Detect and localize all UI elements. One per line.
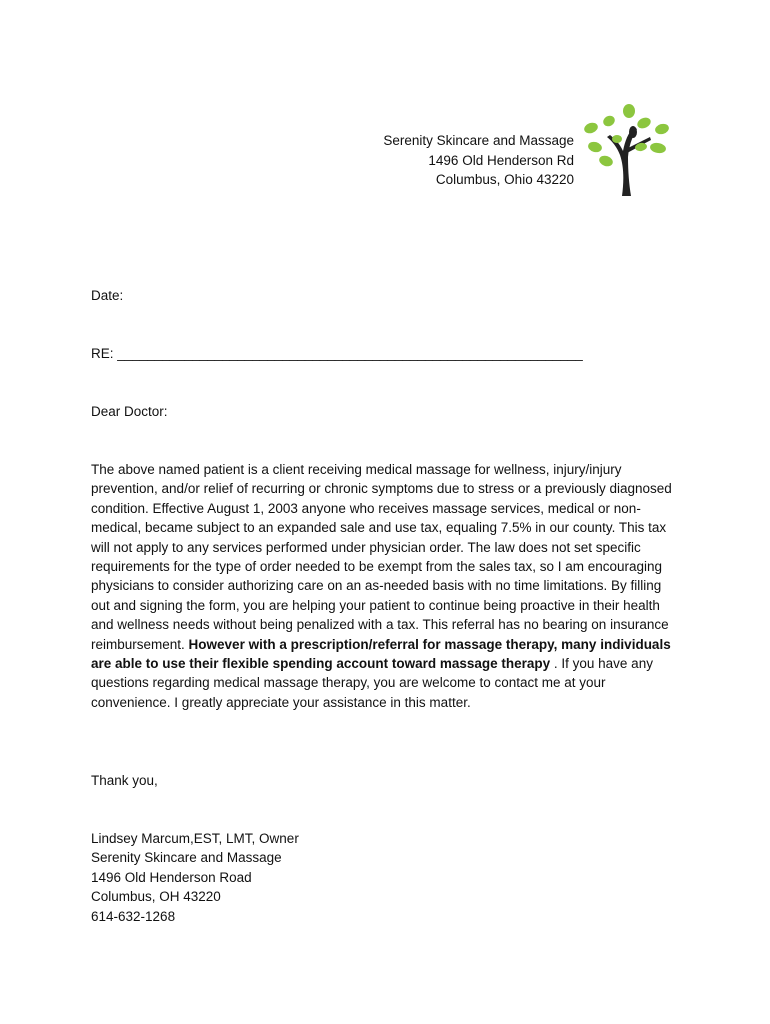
body-emphasis: However with a prescription/referral for massage therapy, many individuals are able to use their flexible spending account toward massage therapy — [91, 636, 671, 672]
tree-leaf — [598, 154, 615, 168]
letterhead-city: Columbus, Ohio 43220 — [435, 172, 574, 187]
tree-leaf — [601, 114, 616, 129]
tree-leaf — [612, 135, 622, 143]
closing: Thank you, — [91, 773, 158, 788]
tree-leaf — [623, 104, 635, 118]
tree-leaf — [629, 126, 637, 138]
tree-leaf — [634, 142, 647, 152]
tree-leaf — [649, 142, 666, 155]
greeting: Dear Doctor: — [91, 404, 168, 419]
tree-leaf — [587, 140, 603, 153]
body-intro: The above named patient is a client receiving medical massage for wellness, injury/injury prevention, and/or relief of recurring or chronic symptoms due to stress or a previously diagnosed condition. Effective August 1, 2003 anyone who receives massage services, medical or non-medical, became subject to an expanded sale and use tax, equaling 7.5% in our county. This tax will not apply to any services performed under physician order. The law does not set specific requirements for the type of order needed to be exempt from the sales tax, so I am encouraging physicians to consider authorizing care on an as-needed basis with no time limitations. By filling out and signing the form, you are helping your patient to continue being proactive in their health and wellness needs without being penalized with a tax. This referral has no bearing on insurance reimbursement. — [91, 462, 672, 652]
re-line: RE: ______________________________________________________________ — [91, 346, 583, 361]
date-label: Date: — [91, 288, 124, 303]
letterhead-street: 1496 Old Henderson Rd — [428, 152, 574, 168]
signature-street: 1496 Old Henderson Road — [91, 869, 252, 885]
tree-icon — [582, 101, 674, 197]
tree-leaf — [636, 116, 653, 131]
tree-leaf — [654, 122, 670, 135]
letter-body-paragraph — [91, 460, 683, 712]
letter-body — [91, 460, 683, 712]
signature-business: Serenity Skincare and Massage — [91, 850, 282, 866]
signature-name: Lindsey Marcum,EST, LMT, Owner — [91, 831, 299, 846]
tree-leaf — [583, 121, 600, 135]
body-outro: . If you have any questions regarding medical massage therapy, you are welcome to contact me at your convenience. I greatly appreciate your assistance in this matter. — [91, 656, 653, 710]
signature-city: Columbus, OH 43220 — [91, 889, 221, 905]
signature-phone: 614-632-1268 — [91, 908, 176, 924]
letterhead-address — [383, 131, 574, 190]
signature-block — [91, 829, 299, 926]
letterhead-business-name: Serenity Skincare and Massage — [383, 133, 574, 148]
